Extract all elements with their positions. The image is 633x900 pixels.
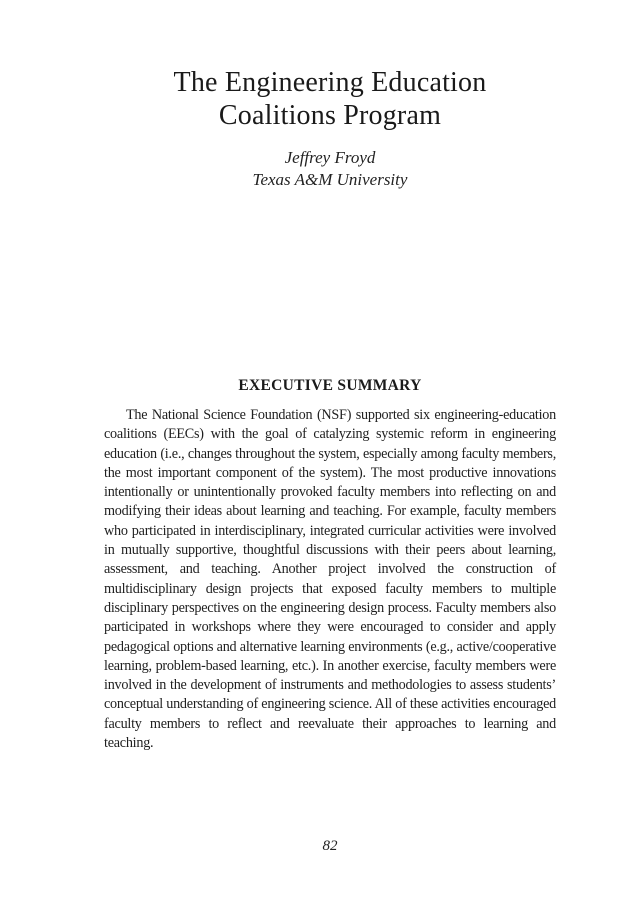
page-title <box>104 66 556 132</box>
title-line: The Engineering Education <box>173 67 487 98</box>
author-name: Jeffrey Froyd <box>284 148 376 167</box>
title-line: Coalitions Program <box>218 100 442 131</box>
section-heading: EXECUTIVE SUMMARY <box>238 377 422 394</box>
body-paragraph: The National Science Foundation (NSF) supported six engineering-education coalitions (EECs) with the goal of catalyzing systemic reform in engineering education (i.e., changes throughout the system, especially among faculty members, the most important component of the system). The most productive innovations intentionally or unintentionally provoked faculty members into reflecting on and modifying their ideas about learning and teaching. For example, faculty members who participated in interdisciplinary, integrated curricular activities were involved in mutually supportive, thoughtful discussions with their peers about learning, assessment, and teaching. Another project involved the construction of multidisciplinary design projects that exposed faculty members to multiple disciplinary perspectives on the engineering design process. Faculty members also participated in workshops where they were encouraged to consider and apply pedagogical options and alternative learning environments (e.g., active/cooperative learning, problem-based learning, etc.). In another exercise, faculty members were involved in the development of instruments and methodologies to assess students’ conceptual understanding of engineering science. All of these activities encouraged faculty members to reflect and reevaluate their approaches to learning and teaching. <box>104 407 556 752</box>
author-block <box>104 147 556 191</box>
author-affiliation: Texas A&M University <box>252 170 408 189</box>
page-number: 82 <box>322 838 338 854</box>
